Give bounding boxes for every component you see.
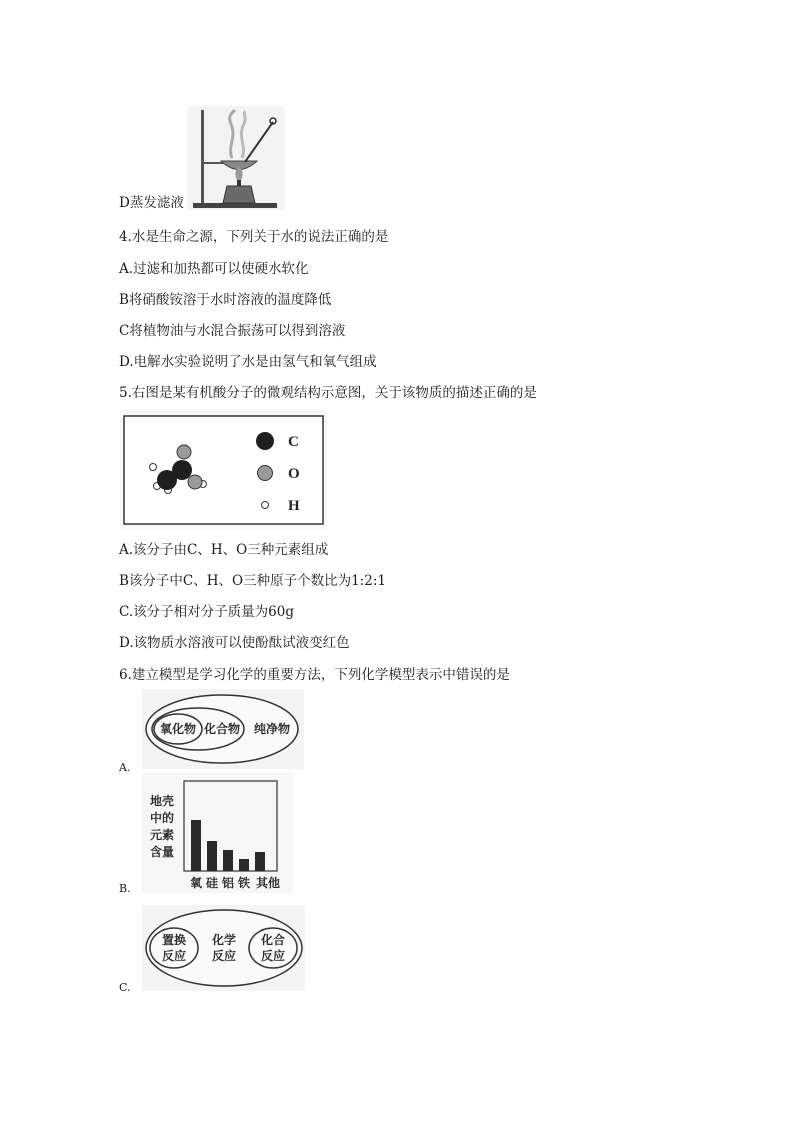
displacement-label-1: 置换: [161, 933, 187, 947]
bar-oxygen: [191, 820, 201, 871]
category-silicon: 硅: [205, 876, 219, 890]
q5-option-b: B该分子中C、H、O三种原子个数比为1:2:1: [119, 573, 386, 589]
legend-h-label: H: [288, 498, 300, 514]
q6-option-a-figure: [142, 689, 304, 769]
category-other: 其他: [255, 876, 281, 890]
legend-o-label: O: [288, 466, 300, 482]
q5-stem: 5.右图是某有机酸分子的微观结构示意图，关于该物质的描述正确的是: [119, 385, 537, 401]
ylabel-line-2: 中的: [149, 811, 175, 825]
combination-label-2: 反应: [260, 949, 286, 963]
ylabel-line-4: 含量: [149, 845, 175, 859]
q6-option-a-label: A.: [119, 761, 131, 774]
q4-stem: 4.水是生命之源，下列关于水的说法正确的是: [119, 229, 389, 245]
evaporation-apparatus-figure: [187, 106, 285, 210]
bar-other: [255, 852, 265, 871]
q6-option-c-figure: [142, 905, 305, 991]
q6-option-b-figure: [142, 773, 293, 893]
oxide-label: 氧化物: [159, 722, 197, 736]
q6-option-c-label: C.: [119, 981, 131, 994]
q4-option-b: B将硝酸铵溶于水时溶液的温度降低: [119, 292, 332, 308]
q4-option-a: A.过滤和加热都可以使硬水软化: [119, 261, 309, 277]
chemical-reaction-label-1: 化学: [211, 933, 237, 947]
q5-option-d: D.该物质水溶液可以使酚酞试液变红色: [119, 635, 350, 651]
bar-silicon: [207, 841, 217, 871]
pure-substance-label: 纯净物: [253, 722, 291, 736]
q4-option-d: D.电解水实验说明了水是由氢气和氧气组成: [119, 354, 377, 370]
category-iron: 铁: [237, 876, 251, 890]
q3-option-d: D蒸发滤液: [119, 195, 184, 211]
q5-option-c: C.该分子相对分子质量为60g: [119, 604, 294, 620]
molecule-structure-figure: [120, 410, 327, 530]
combination-label-1: 化合: [260, 933, 286, 947]
q6-stem: 6.建立模型是学习化学的重要方法，下列化学模型表示中错误的是: [119, 667, 510, 683]
q5-option-a: A.该分子由C、H、O三种元素组成: [119, 542, 329, 558]
legend-c-label: C: [288, 434, 299, 450]
category-oxygen: 氧: [189, 876, 203, 890]
ylabel-line-1: 地壳: [149, 794, 175, 808]
q6-option-b-label: B.: [119, 882, 131, 895]
displacement-label-2: 反应: [161, 949, 187, 963]
bar-aluminium: [223, 850, 233, 871]
ylabel-line-3: 元素: [149, 828, 175, 842]
category-aluminium: 铝: [221, 876, 235, 890]
bar-iron: [239, 859, 249, 871]
compound-label: 化合物: [203, 722, 241, 736]
chemical-reaction-label-2: 反应: [211, 949, 237, 963]
q4-option-c: C将植物油与水混合振荡可以得到溶液: [119, 323, 346, 339]
